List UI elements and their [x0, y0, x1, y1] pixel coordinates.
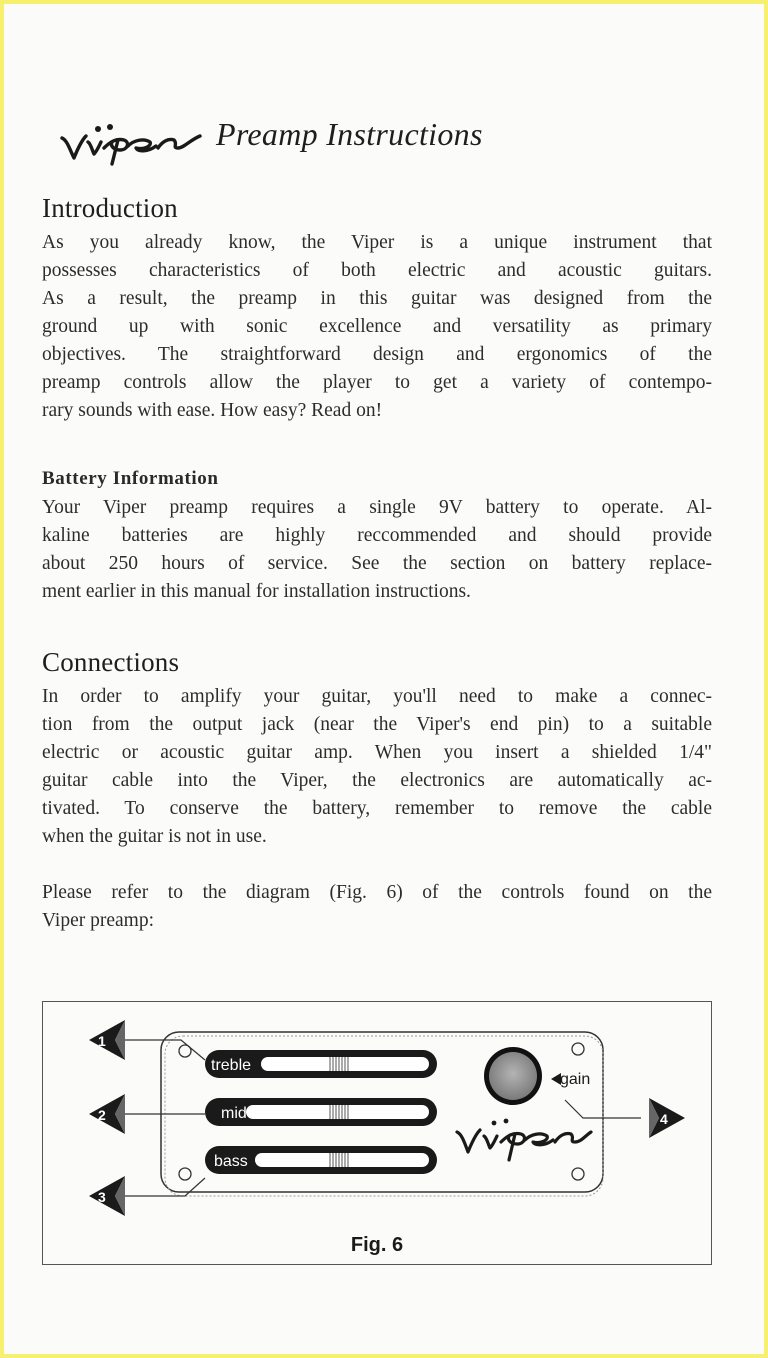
battery-paragraph — [42, 494, 712, 606]
text-line: objectives. The straightforward design and ergonomics of the — [42, 344, 712, 365]
text-line: Please refer to the diagram (Fig. 6) of the controls found on the — [42, 882, 712, 903]
slider-label-treble: treble — [211, 1057, 252, 1074]
text-line: possesses characteristics of both electric and acoustic guitars. — [42, 260, 712, 281]
text-line: rary sounds with ease. How easy? Read on! — [42, 400, 383, 421]
svg-text:2: 2 — [98, 1107, 106, 1123]
callout-2 — [89, 1094, 125, 1134]
text-line: ment earlier in this manual for installation instructions. — [42, 581, 471, 602]
introduction-heading: Introduction — [42, 193, 178, 223]
text-line: kaline batteries are highly reccommended and should provide — [42, 525, 712, 546]
refer-paragraph — [42, 879, 712, 935]
text-line: Viper preamp: — [42, 910, 154, 931]
connections-heading: Connections — [42, 647, 180, 677]
callout-1 — [89, 1020, 125, 1060]
preamp-diagram — [43, 1002, 710, 1232]
slider-mid — [205, 1098, 437, 1126]
text-line: tion from the output jack (near the Viper's end pin) to a suitable — [42, 714, 712, 735]
slider-label-mid: mid — [221, 1105, 247, 1122]
text-line: preamp controls allow the player to get a variety of contempo- — [42, 372, 712, 393]
title-row — [58, 112, 718, 162]
text-line: As a result, the preamp in this guitar was designed from the — [42, 288, 712, 309]
callout-3 — [89, 1176, 125, 1216]
text-line: guitar cable into the Viper, the electronics are automatically ac- — [42, 770, 712, 791]
slider-label-bass: bass — [214, 1153, 248, 1170]
battery-heading: Battery Information — [42, 468, 219, 489]
figure-6 — [42, 1001, 712, 1265]
gain-knob — [484, 1047, 590, 1105]
text-line: electric or acoustic guitar amp. When you insert a shielded 1/4" — [42, 742, 712, 763]
text-line: when the guitar is not in use. — [42, 826, 267, 847]
viper-logo — [58, 118, 208, 166]
connections-paragraph — [42, 683, 712, 851]
introduction-paragraph — [42, 229, 712, 425]
text-line: As you already know, the Viper is a unique instrument that — [42, 232, 712, 253]
svg-text:4: 4 — [660, 1111, 668, 1127]
slider-bass — [205, 1146, 437, 1174]
svg-text:1: 1 — [98, 1033, 106, 1049]
text-line: In order to amplify your guitar, you'll need to make a connec- — [42, 686, 712, 707]
text-line: tivated. To conserve the battery, remember to remove the cable — [42, 798, 712, 819]
callout-4 — [649, 1098, 685, 1138]
page-title: Preamp Instructions — [216, 116, 483, 152]
svg-text:3: 3 — [98, 1189, 106, 1205]
plate-viper-logo — [457, 1119, 591, 1160]
text-line: Your Viper preamp requires a single 9V battery to operate. Al- — [42, 497, 712, 518]
gain-label: gain — [560, 1071, 591, 1088]
slider-treble — [205, 1050, 437, 1078]
text-line: ground up with sonic excellence and versatility as primary — [42, 316, 712, 337]
text-line: about 250 hours of service. See the section on battery replace- — [42, 553, 712, 574]
figure-caption: Fig. 6 — [350, 1234, 404, 1256]
